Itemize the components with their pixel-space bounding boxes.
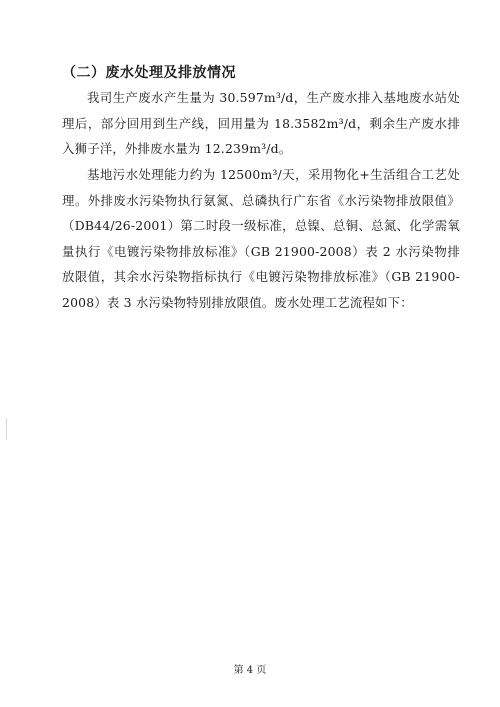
scan-edge-mark [6,418,7,440]
page-number: 第 4 页 [233,665,267,676]
section-heading: （二）废水处理及排放情况 [62,65,236,81]
paragraph-treatment-standards: 基地污水处理能力约为 12500m³/天，采用物化+生活组合工艺处理。外排废水污染物执行氨氮、总磷执行广东省《水污染物排放限值》（DB44/26-2001）第二时段一级标准，总镍、总铜、总氮、化学需氧量执行《电镀污染物排放标准》（GB 21900-2008）表 2 水污染物排放限值，其余水污染物指标执行《电镀污染物排放标准》（GB 21900-2008）表 3 水污染物特别排放限值。废水处理工艺流程如下： [62,167,460,310]
paragraph-wastewater-volume: 我司生产废水产生量为 30.597m³/d，生产废水排入基地废水站处理后，部分回用到生产线，回用量为 18.3582m³/d，剩余生产废水排入狮子洋，外排废水量为 12.239m³/d。 [62,90,460,156]
